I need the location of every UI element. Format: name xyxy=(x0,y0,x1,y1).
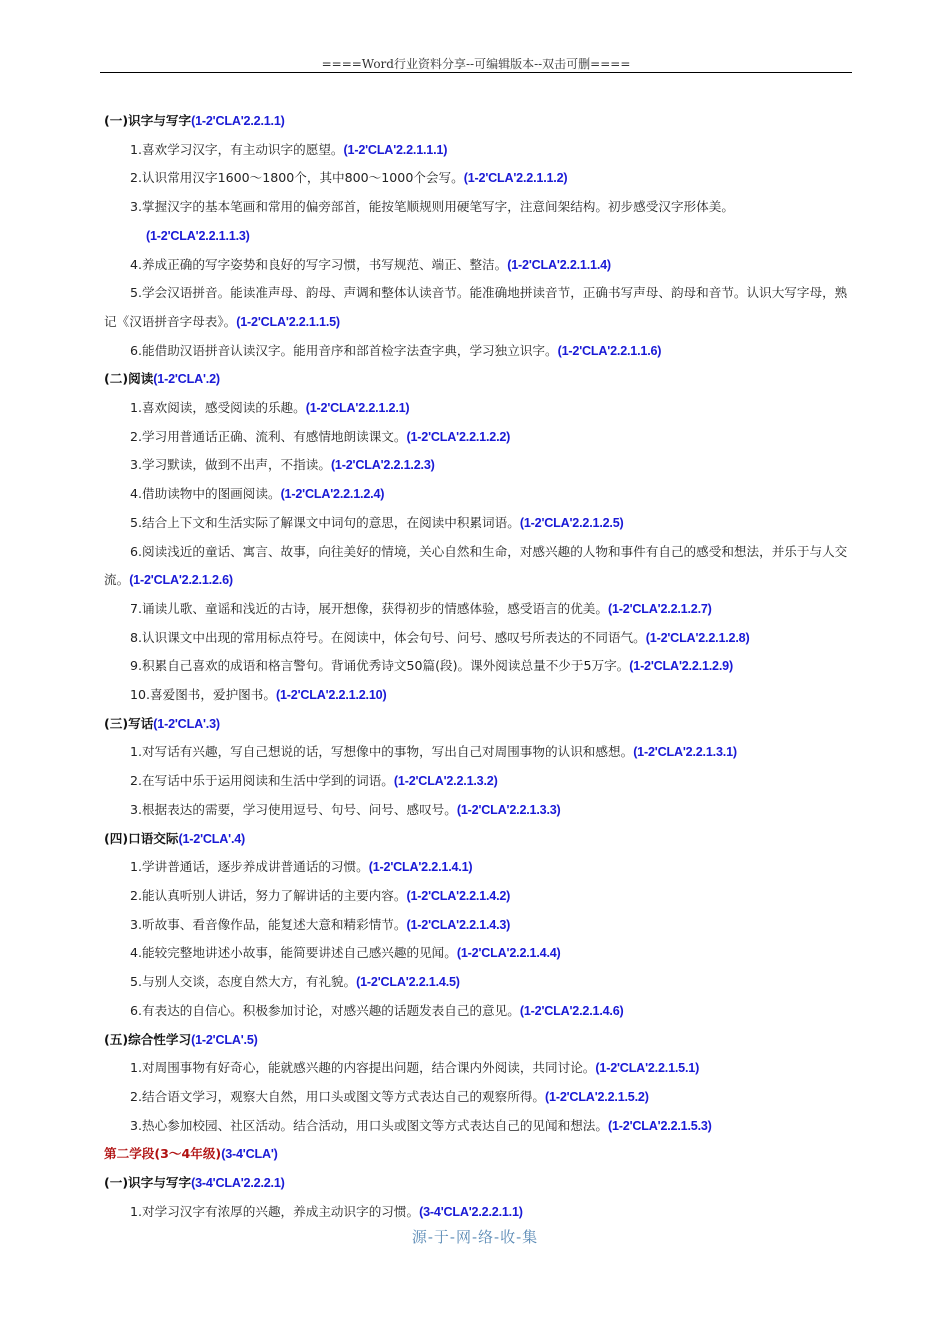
line-text: 3.热心参加校园、社区活动。结合活动，用口头或图文等方式表达自己的见闻和想法。 xyxy=(130,1117,608,1133)
line-text: 1.喜欢学习汉字，有主动识字的愿望。 xyxy=(130,141,344,157)
list-item xyxy=(104,1083,856,1112)
list-item xyxy=(104,509,856,538)
standard-code: (1-2'CLA'.5) xyxy=(191,1032,258,1047)
list-item xyxy=(104,538,856,595)
list-item xyxy=(104,1112,856,1141)
standard-code: (1-2'CLA'2.2.1.2.3) xyxy=(330,458,435,473)
section-heading xyxy=(104,710,856,739)
line-text: 3.学习默读，做到不出声，不指读。 xyxy=(130,457,331,473)
list-item xyxy=(104,853,856,882)
list-item xyxy=(104,997,856,1026)
standard-code: (1-2'CLA'2.2.1.3.1) xyxy=(633,745,737,760)
list-item xyxy=(104,767,856,796)
standard-code: (3-4'CLA') xyxy=(221,1147,278,1162)
line-text: 1.对周围事物有好奇心，能就感兴趣的内容提出问题，结合课内外阅读，共同讨论。 xyxy=(130,1060,596,1076)
list-item xyxy=(104,738,856,767)
standard-code: (1-2'CLA'2.2.1.1.3) xyxy=(146,228,250,243)
line-text: 6.能借助汉语拼音认读汉字。能用音序和部首检字法查字典，学习独立识字。 xyxy=(130,342,558,358)
line-text: 5.与别人交谈，态度自然大方，有礼貌。 xyxy=(130,974,357,990)
line-text: 6.有表达的自信心。积极参加讨论，对感兴趣的话题发表自己的意见。 xyxy=(130,1002,520,1018)
standard-code: (1-2'CLA'2.2.1.4.2) xyxy=(406,888,511,903)
section-heading xyxy=(104,365,856,394)
standard-code: (1-2'CLA'2.2.1.4.4) xyxy=(456,946,561,961)
stage-heading xyxy=(104,1140,856,1169)
section-heading xyxy=(104,1026,856,1055)
list-item-continuation xyxy=(104,222,856,251)
line-text: 9.积累自己喜欢的成语和格言警句。背诵优秀诗文50篇(段)。课外阅读总量不少于5万字。 xyxy=(130,658,630,674)
line-text: 3.听故事、看音像作品，能复述大意和精彩情节。 xyxy=(130,916,407,932)
standard-code: (1-2'CLA'2.2.1.3.2) xyxy=(393,774,498,789)
standard-code: (1-2'CLA'2.2.1.2.5) xyxy=(519,515,624,530)
standard-code: (1-2'CLA'2.2.1.4.5) xyxy=(356,975,460,990)
standard-code: (1-2'CLA'2.2.1.1.1) xyxy=(343,142,448,157)
line-text: 4.能较完整地讲述小故事，能简要讲述自己感兴趣的见闻。 xyxy=(130,945,457,961)
standard-code: (1-2'CLA'2.2.1.2.8) xyxy=(645,630,750,645)
line-text: (二)阅读 xyxy=(104,371,154,387)
standard-code: (1-2'CLA'2.2.1.5.1) xyxy=(595,1061,700,1076)
standard-code: (1-2'CLA'2.2.1.1.5) xyxy=(236,314,340,329)
list-item xyxy=(104,164,856,193)
section-heading xyxy=(104,1169,856,1198)
standard-code: (1-2'CLA'2.2.1.2.1) xyxy=(305,401,410,416)
line-text: (四)口语交际 xyxy=(104,830,179,846)
list-item xyxy=(104,624,856,653)
list-item xyxy=(104,882,856,911)
list-item xyxy=(104,279,856,336)
standard-code: (1-2'CLA'2.2.1.1) xyxy=(191,114,285,128)
line-text: 3.根据表达的需要，学习使用逗号、句号、问号、感叹号。 xyxy=(130,801,457,817)
line-text: 1.对学习汉字有浓厚的兴趣，养成主动识字的习惯。 xyxy=(130,1203,420,1219)
standard-code: (1-2'CLA'2.2.1.5.2) xyxy=(545,1089,649,1104)
line-text: 5.结合上下文和生活实际了解课文中词句的意思，在阅读中积累词语。 xyxy=(130,514,520,530)
line-text: 1.喜欢阅读，感受阅读的乐趣。 xyxy=(130,400,306,416)
standard-code: (1-2'CLA'2.2.1.2.6) xyxy=(129,573,233,588)
standard-code: (1-2'CLA'2.2.1.1.4) xyxy=(507,257,611,272)
line-text: (五)综合性学习 xyxy=(104,1031,192,1047)
section-heading xyxy=(104,825,856,854)
standard-code: (1-2'CLA'2.2.1.3.3) xyxy=(456,802,561,817)
page-footer: 源-于-网-络-收-集 xyxy=(411,1228,539,1246)
standard-code: (1-2'CLA'.4) xyxy=(178,831,246,846)
standard-code: (3-4'CLA'2.2.2.1) xyxy=(191,1176,285,1191)
list-item xyxy=(104,337,856,366)
standard-code: (1-2'CLA'2.2.1.5.3) xyxy=(608,1118,712,1133)
line-text: 3.掌握汉字的基本笔画和常用的偏旁部首，能按笔顺规则用硬笔写字，注意间架结构。初步感受汉字形体美。 xyxy=(130,199,734,215)
list-item xyxy=(104,681,856,710)
page-header: ====Word行业资料分享--可编辑版本--双击可删==== xyxy=(321,57,631,71)
line-text: 2.学习用普通话正确、流利、有感情地朗读课文。 xyxy=(130,428,407,444)
standard-code: (1-2'CLA'2.2.1.4.6) xyxy=(519,1003,624,1018)
list-item xyxy=(104,911,856,940)
list-item xyxy=(104,136,856,165)
standard-code: (1-2'CLA'2.2.1.4.1) xyxy=(368,860,473,875)
line-text: 10.喜爱图书，爱护图书。 xyxy=(130,687,276,703)
line-text: 8.认识课文中出现的常用标点符号。在阅读中，体会句号、问号、感叹号所表达的不同语气。 xyxy=(130,629,646,645)
header-rule xyxy=(100,72,852,73)
line-text: 4.借助读物中的图画阅读。 xyxy=(130,486,281,502)
list-item xyxy=(104,251,856,280)
line-text: 2.认识常用汉字1600～1800个，其中800～1000个会写。 xyxy=(130,170,464,186)
line-text: (一)识字与写字 xyxy=(104,113,192,128)
list-item xyxy=(104,193,856,222)
line-text: (一)识字与写字 xyxy=(104,1175,192,1191)
standard-code: (3-4'CLA'2.2.2.1.1) xyxy=(419,1204,523,1219)
line-text: 第二学段(3～4年级) xyxy=(104,1146,222,1162)
standard-code: (1-2'CLA'.2) xyxy=(153,372,220,387)
list-item xyxy=(104,423,856,452)
standard-code: (1-2'CLA'2.2.1.2.7) xyxy=(608,601,712,616)
standard-code: (1-2'CLA'2.2.1.2.9) xyxy=(629,659,733,674)
list-item xyxy=(104,394,856,423)
document-body xyxy=(104,107,856,1226)
list-item xyxy=(104,595,856,624)
standard-code: (1-2'CLA'2.2.1.4.3) xyxy=(406,917,511,932)
list-item xyxy=(104,796,856,825)
line-text: (三)写话 xyxy=(104,715,154,731)
standard-code: (1-2'CLA'2.2.1.1.2) xyxy=(463,171,568,186)
list-item xyxy=(104,652,856,681)
line-text: 6.阅读浅近的童话、寓言、故事，向往美好的情境，关心自然和生命，对感兴趣的人物和事件有自己的感受和想法，并乐于与人交流。 xyxy=(104,543,848,588)
standard-code: (1-2'CLA'2.2.1.1.6) xyxy=(557,343,662,358)
line-text: 1.学讲普通话，逐步养成讲普通话的习惯。 xyxy=(130,859,369,875)
line-text: 1.对写话有兴趣，写自己想说的话，写想像中的事物，写出自己对周围事物的认识和感想。 xyxy=(130,744,634,760)
list-item xyxy=(104,1054,856,1083)
line-text: 5.学会汉语拼音。能读准声母、韵母、声调和整体认读音节。能准确地拼读音节，正确书写声母、韵母和音节。认识大写字母，熟记《汉语拼音字母表》。 xyxy=(104,285,848,329)
list-item xyxy=(104,968,856,997)
line-text: 2.在写话中乐于运用阅读和生活中学到的词语。 xyxy=(130,773,394,789)
standard-code: (1-2'CLA'.3) xyxy=(153,716,220,731)
line-text: 7.诵读儿歌、童谣和浅近的古诗，展开想像，获得初步的情感体验，感受语言的优美。 xyxy=(130,600,608,616)
standard-code: (1-2'CLA'2.2.1.2.10) xyxy=(275,688,387,703)
line-text: 2.能认真听别人讲话，努力了解讲话的主要内容。 xyxy=(130,887,407,903)
section-heading xyxy=(104,107,856,136)
standard-code: (1-2'CLA'2.2.1.2.2) xyxy=(406,429,511,444)
list-item xyxy=(104,451,856,480)
line-text: 2.结合语文学习，观察大自然，用口头或图文等方式表达自己的观察所得。 xyxy=(130,1088,546,1104)
line-text: 4.养成正确的写字姿势和良好的写字习惯，书写规范、端正、整洁。 xyxy=(130,256,508,272)
list-item xyxy=(104,1198,856,1227)
list-item xyxy=(104,480,856,509)
list-item xyxy=(104,939,856,968)
standard-code: (1-2'CLA'2.2.1.2.4) xyxy=(280,487,385,502)
